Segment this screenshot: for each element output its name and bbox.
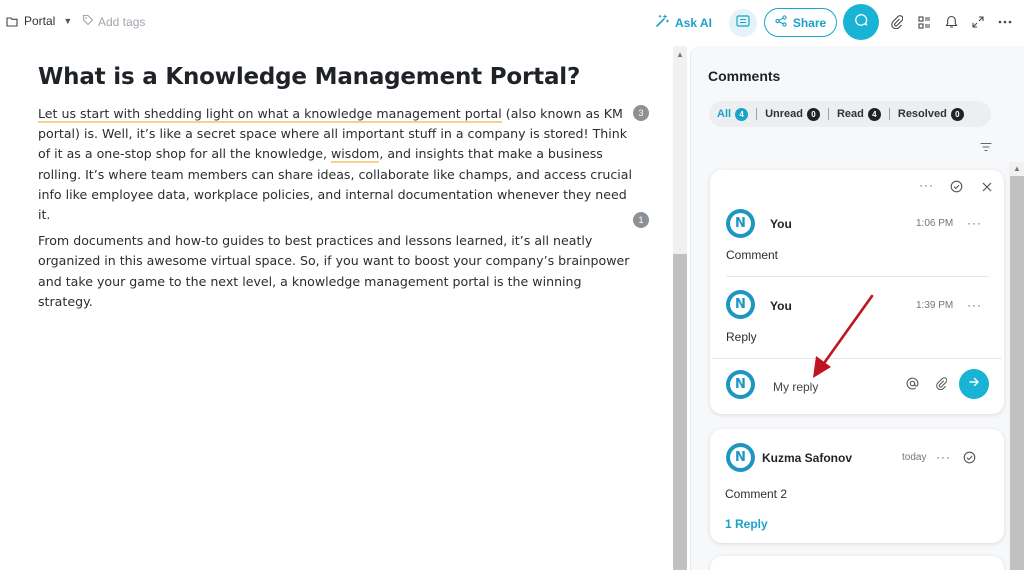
comment-count-badge[interactable]: 3 [633,105,649,121]
scrollbar-thumb[interactable] [673,254,687,570]
filter-tab-unread[interactable] [757,101,828,127]
filter-count: 4 [868,108,881,121]
comment-text: Comment 2 [725,487,788,501]
filter-tab-read[interactable] [829,101,889,127]
reply-time: 1:39 PM [916,300,954,311]
reply-author: You [770,299,792,313]
comment-author: Kuzma Safonov [762,451,853,465]
filter-label: Unread [765,108,803,120]
add-tags-label: Add tags [98,14,146,29]
avatar-glyph: N [730,374,751,395]
filter-label: Resolved [897,108,947,120]
caret-down-icon[interactable]: ▼ [63,16,73,26]
filter-count: 4 [735,108,748,121]
filter-tab-resolved[interactable] [890,101,972,127]
comment-author: You [770,217,792,231]
scroll-up-icon[interactable]: ▲ [1013,164,1021,173]
paragraph-text: , and insights that make a business rolling. It’s where team members can share ideas, collaborate like champs, and access crucial info like employee data, workplace policies, and internal documentation whenever they need it. [38,146,633,223]
ask-ai-label: Ask AI [675,15,712,30]
send-reply-button[interactable] [959,369,989,399]
filter-tab-all[interactable] [709,101,756,127]
replies-link[interactable]: 1 Reply [725,517,768,531]
divider [712,358,1002,359]
divider [726,276,989,277]
avatar [726,443,755,472]
magic-wand-icon [655,14,669,31]
reply-input[interactable] [773,380,893,394]
comment-thread[interactable] [710,429,1004,543]
avatar [726,209,755,238]
thread-more-icon[interactable]: ··· [919,178,934,192]
commented-highlight[interactable]: Let us start with shedding light on what a knowledge management portal [38,106,502,121]
expand-icon[interactable] [970,14,986,30]
reply-more-icon[interactable]: ··· [967,298,982,312]
comments-scrollbar[interactable] [1009,162,1024,570]
avatar [726,290,755,319]
filter-count: 0 [807,108,820,121]
add-tags-button[interactable] [82,14,145,29]
comment-icon [854,13,868,32]
arrow-right-icon [968,375,980,393]
avatar [726,370,755,399]
filter-label: Read [836,108,864,120]
attach-icon[interactable] [936,377,947,395]
paragraph-text: (also known as KM portal) is. Well, it’s like a secret space where all important stuff in a company is stored! Think of it as a one-stop shop for all the knowledge, [38,106,628,162]
tag-icon [82,14,94,29]
more-options-icon[interactable] [997,14,1013,30]
share-button[interactable] [764,8,837,37]
document-body[interactable] [38,62,638,318]
avatar-glyph: N [730,447,751,468]
paragraph-1[interactable] [38,104,634,225]
avatar-glyph: N [730,294,751,315]
page-title: What is a Knowledge Management Portal? [38,64,581,90]
comment-count-badge[interactable]: 1 [633,212,649,228]
filter-icon[interactable] [980,139,992,157]
breadcrumb-label: Portal [24,14,56,28]
comment-thread[interactable] [710,556,1004,570]
share-label: Share [792,15,827,30]
filter-label: All [717,108,732,120]
close-icon[interactable] [981,180,993,198]
comment-thread[interactable] [710,170,1004,414]
table-of-contents-icon[interactable] [916,14,932,30]
reply-text: Reply [726,330,757,344]
resolve-check-icon[interactable] [963,451,976,469]
folder-icon [6,16,18,27]
comments-toggle-button[interactable] [843,4,879,40]
comment-time: 1:06 PM [916,218,954,229]
comment-more-icon[interactable]: ··· [967,216,982,230]
scrollbar-thumb[interactable] [1010,176,1024,570]
avatar-glyph: N [730,213,751,234]
paragraph-2[interactable]: From documents and how-to guides to best practices and lessons learned, it’s all neatly organized in this awesome virtual space. So, if you want to boost your company’s brainpower and take your game to the next level, a knowledge management portal is the winning strategy. [38,233,630,309]
commented-highlight[interactable]: wisdom [331,146,380,162]
document-scrollbar[interactable] [673,46,687,570]
paperclip-icon[interactable] [889,14,905,30]
share-icon [775,15,787,30]
comment-filter-tabs [709,101,991,127]
top-bar [0,0,1024,46]
comment-time: today [902,452,927,463]
comments-panel [690,46,1024,570]
filter-count: 0 [951,108,964,121]
comment-text: Comment [726,248,779,262]
ask-ai-button[interactable] [655,14,712,31]
breadcrumb[interactable] [6,14,72,28]
document-icon [736,14,750,32]
scroll-up-icon[interactable]: ▲ [676,50,684,59]
resolve-check-icon[interactable] [950,180,963,198]
comment-more-icon[interactable]: ··· [936,450,951,464]
mention-icon[interactable] [906,377,919,395]
document-view-button[interactable] [729,9,757,37]
comments-title: Comments [708,68,781,84]
bell-icon[interactable] [943,14,959,30]
